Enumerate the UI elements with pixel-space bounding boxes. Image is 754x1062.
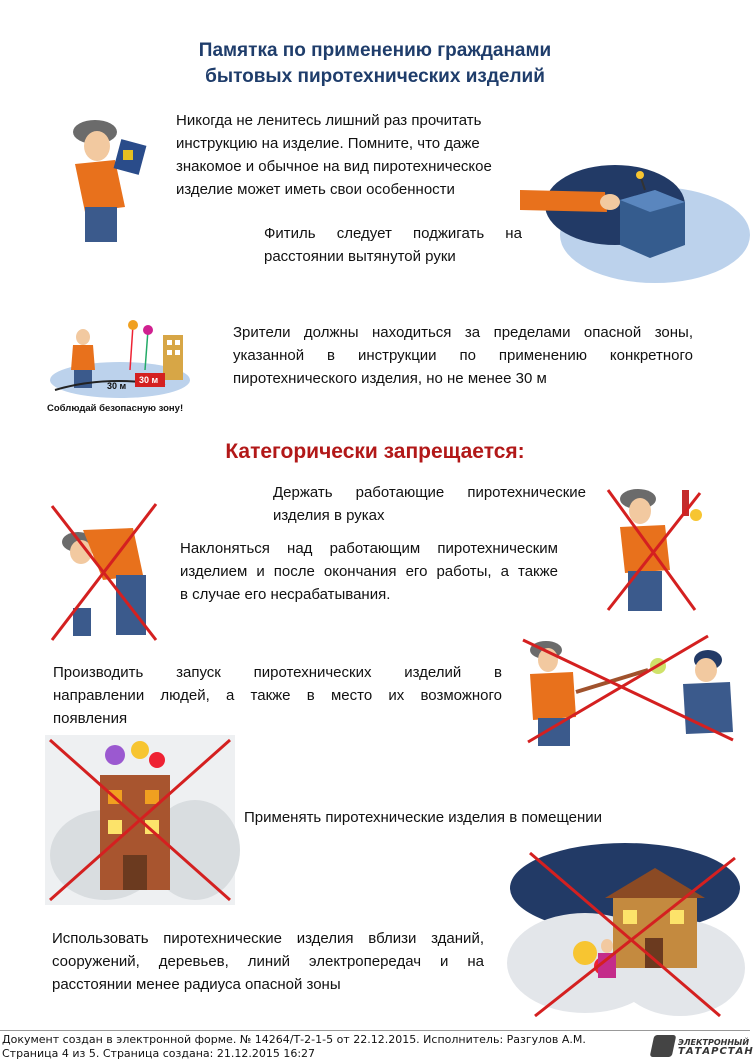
safe-zone-illustration [45, 315, 200, 415]
burning-building-illustration [45, 735, 235, 905]
safe-zone-caption: Соблюдай безопасную зону! [47, 403, 184, 414]
prohibited-near-buildings [52, 927, 484, 996]
logo-text-top: ЭЛЕКТРОННЫЙ [678, 1038, 750, 1047]
prohibited-line: изделия в руках [273, 507, 385, 524]
prohibited-line: Держать работающие пиротехнические [273, 484, 586, 501]
hand-lighting-fuse-illustration [515, 150, 745, 285]
prohibited-hold-in-hands [273, 481, 586, 527]
tip-line: Фитиль следует поджигать на [264, 225, 522, 242]
prohibited-line: Наклоняться над работающим пиротехническим [180, 540, 558, 557]
launch-at-people-illustration [518, 632, 740, 747]
prohibited-line: Использовать пиротехнические изделия вблизи зданий, [52, 930, 484, 947]
tip-line: Зрители должны находиться за пределами опасной зоны, [233, 324, 693, 341]
prohibited-line: направлении людей, а также в место их возможного [53, 687, 502, 704]
document-footer [0, 1030, 754, 1062]
footer-line-1: Документ создан в электронной форме. № 14264/Т-2-1-5 от 22.12.2015. Исполнитель: Разгулов А.М. [2, 1033, 586, 1046]
logo-text-bottom: ТАТАРСТАН [678, 1046, 754, 1057]
prohibited-lean-over [180, 537, 558, 606]
footer-text [2, 1033, 586, 1061]
distance-label-2: 30 м [139, 375, 159, 385]
electronic-tatarstan-logo [652, 1035, 754, 1057]
prohibited-line: в случае его несрабатывания. [180, 586, 391, 603]
title-line-2: бытовых пиротехнических изделий [205, 66, 545, 87]
title-line-1: Памятка по применению гражданами [198, 40, 552, 61]
tip-line: пиротехнического изделия, но не менее 30 м [233, 370, 547, 387]
prohibited-indoors: Применять пиротехнические изделия в помещении [244, 809, 603, 826]
near-buildings-illustration [505, 848, 745, 1020]
leaning-over-illustration [48, 500, 163, 645]
prohibited-line: Производить запуск пиротехнических изделий в [53, 664, 502, 681]
logo-mark-icon [650, 1035, 677, 1057]
tip-line: указанной в инструкции по применению конкретного [233, 347, 693, 364]
prohibited-line: изделием и после окончания его работы, а также [180, 563, 558, 580]
footer-line-2: Страница 4 из 5. Страница создана: 21.12.2015 16:27 [2, 1047, 316, 1060]
prohibited-line: сооружений, деревьев, линий электропередач и на [52, 953, 484, 970]
prohibited-line: расстоянии менее радиуса опасной зоны [52, 976, 341, 993]
tip-spectators [233, 321, 693, 390]
tip-line: изделие может иметь свои особенности [176, 181, 455, 198]
page-title [0, 38, 750, 90]
tip-line: Никогда не ленитесь лишний раз прочитать [176, 112, 482, 129]
prohibited-launch-at-people [53, 661, 502, 730]
distance-label-1: 30 м [107, 381, 127, 391]
prohibited-line: появления [53, 710, 128, 727]
man-reading-illustration [55, 112, 165, 242]
tip-read-instructions [176, 109, 508, 201]
tip-fuse [264, 222, 522, 268]
tip-line: знакомое и обычное на вид пиротехническое [176, 158, 492, 175]
holding-firework-illustration [600, 485, 710, 615]
tip-line: расстоянии вытянутой руки [264, 248, 456, 265]
tip-line: инструкцию на изделие. Помните, что даже [176, 135, 480, 152]
prohibited-heading: Категорически запрещается: [225, 440, 525, 463]
